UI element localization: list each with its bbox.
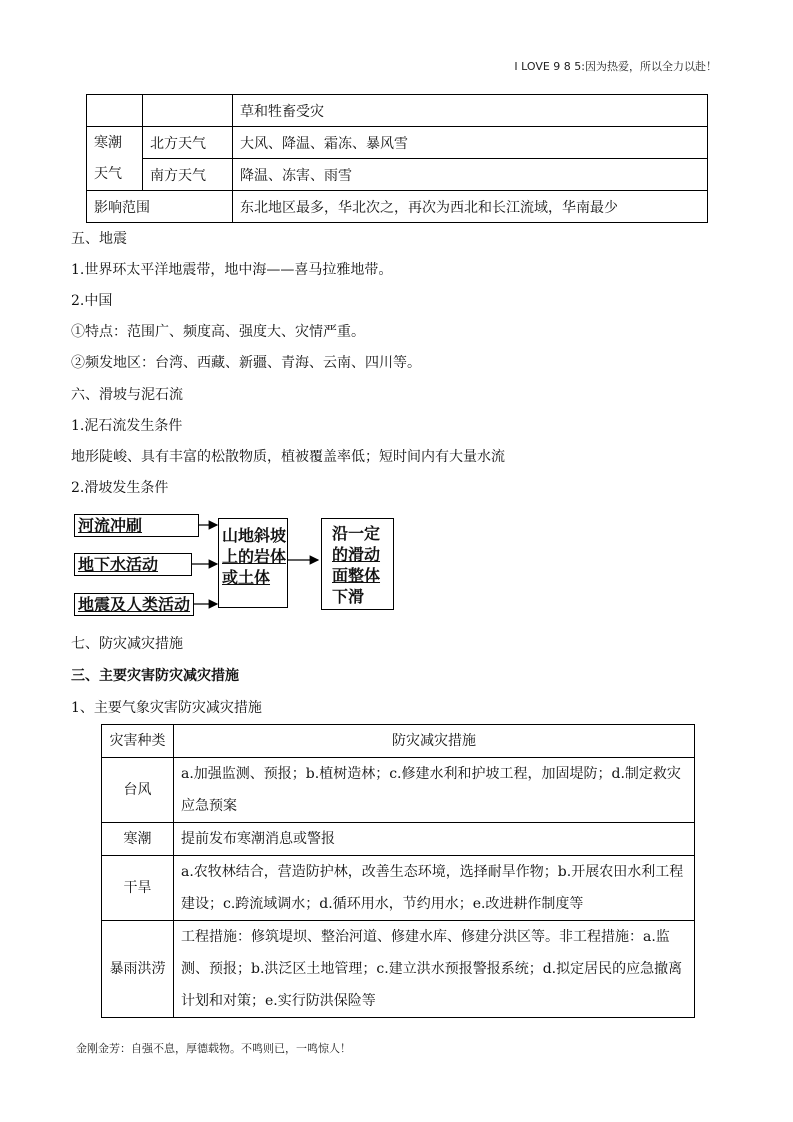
range-text: 东北地区最多，华北次之，再次为西北和长江流域，华南最少: [233, 191, 708, 223]
disaster-type: 台风: [102, 758, 174, 823]
result-line2: 的滑动: [332, 545, 381, 564]
disaster-measure: 工程措施：修筑堤坝、整治河道、修建水库、修建分洪区等。非工程措施：a.监测、预报；b.洪泛区土地管理；c.建立洪水预报警报系统；d.拟定居民的应急撤离计划和对策；e.实行防洪保险等: [174, 921, 695, 1018]
disaster-type: 寒潮: [102, 823, 174, 856]
middle-line2: 上的岩体: [222, 547, 287, 566]
cell-effect: 草和牲畜受灾: [233, 95, 708, 127]
cause-groundwater: 地下水活动: [74, 553, 192, 576]
prevention-heading: 七、防灾减灾措施: [71, 636, 183, 652]
measures-table: [101, 724, 695, 1018]
middle-line1: 山地斜坡: [222, 526, 287, 545]
disaster-measure: a.农牧林结合，营造防护林，改善生态环境，选择耐旱作物；b.开展农田水利工程建设；c.跨流域调水；d.循环用水，节约用水；e.改进耕作制度等: [174, 856, 695, 921]
north-label: 北方天气: [143, 127, 233, 159]
earthquake-item-2: 2.中国: [71, 293, 113, 309]
result-line3: 面整体: [332, 566, 381, 585]
header-motto: I LOVE 9 8 5:因为热爱，所以全力以赴！: [514, 60, 717, 73]
col-header-type: 灾害种类: [102, 725, 174, 758]
earthquake-areas: ②频发地区：台湾、西藏、新疆、青海、云南、四川等。: [71, 355, 421, 371]
disaster-measure: a.加强监测、预报；b.植树造林；c.修建水利和护坡工程，加固堤防；d.制定救灾应急预案: [174, 758, 695, 823]
main-subheading: 1、主要气象灾害防灾减灾措施: [71, 700, 262, 716]
disaster-type: 暴雨洪涝: [102, 921, 174, 1018]
earthquake-features: ①特点：范围广、频度高、强度大、灾情严重。: [71, 324, 365, 340]
result-slide-box: [321, 518, 394, 610]
landslide-flowchart: [70, 510, 410, 620]
middle-line3: 或土体: [222, 568, 271, 587]
empty-cell: [87, 95, 143, 127]
group-label-line1: 寒潮: [94, 134, 122, 151]
result-line1: 沿一定: [332, 524, 381, 543]
mudflow-text: 地形陡峻、具有丰富的松散物质，植被覆盖率低；短时间内有大量水流: [71, 449, 505, 465]
range-label: 影响范围: [87, 191, 233, 223]
cause-earthquake-human: 地震及人类活动: [74, 593, 194, 616]
table-row: [102, 856, 695, 921]
main-heading: 三、主要灾害防灾减灾措施: [71, 668, 239, 684]
table-row: [102, 921, 695, 1018]
mudflow-title: 1.泥石流发生条件: [71, 418, 183, 434]
earthquake-item-1: 1.世界环太平洋地震带，地中海——喜马拉雅地带。: [71, 262, 393, 278]
middle-slope-box: [218, 518, 288, 608]
table-row: [102, 758, 695, 823]
earthquake-heading: 五、地震: [71, 231, 127, 247]
disaster-measure: 提前发布寒潮消息或警报: [174, 823, 695, 856]
group-label-line2: 天气: [94, 165, 122, 182]
landslide-title: 2.滑坡发生条件: [71, 480, 169, 496]
footer-motto: 金刚金芳：自强不息，厚德载物。不鸣则已，一鸣惊人！: [76, 1042, 351, 1055]
landslide-heading: 六、滑坡与泥石流: [71, 387, 183, 403]
cause-river-erosion: 河流冲刷: [74, 514, 199, 537]
cold-wave-table: [86, 94, 708, 223]
cold-wave-group-label: [87, 127, 143, 191]
north-effect: 大风、降温、霜冻、暴风雪: [233, 127, 708, 159]
south-effect: 降温、冻害、雨雪: [233, 159, 708, 191]
result-line4: 下滑: [332, 587, 365, 606]
col-header-measure: 防灾减灾措施: [174, 725, 695, 758]
empty-cell: [143, 95, 233, 127]
south-label: 南方天气: [143, 159, 233, 191]
disaster-type: 干旱: [102, 856, 174, 921]
table-row: [102, 823, 695, 856]
